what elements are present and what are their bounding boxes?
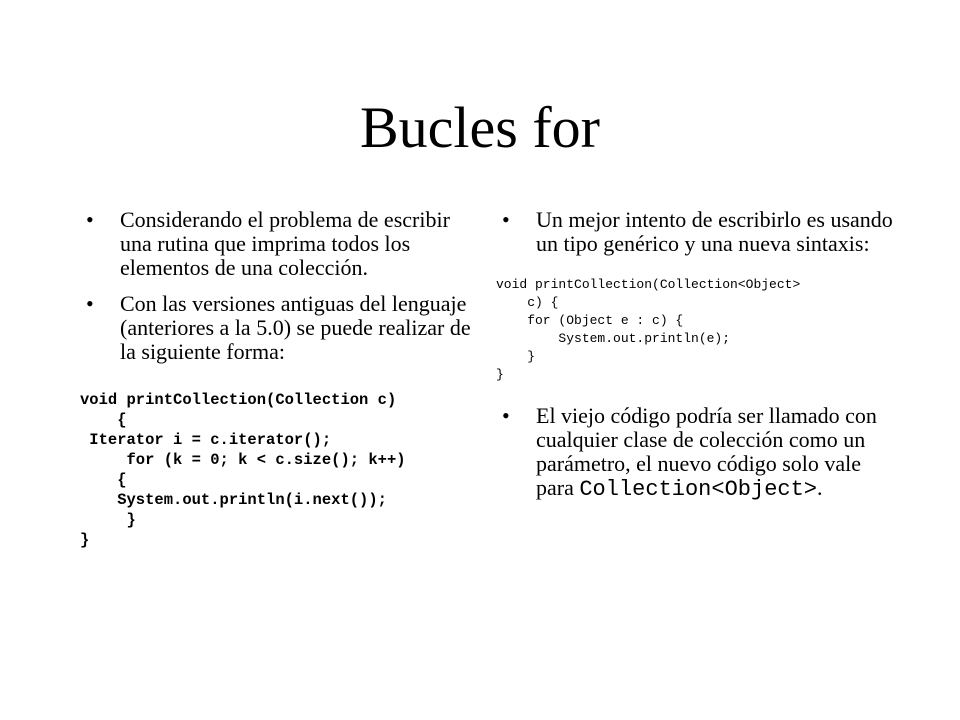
bullet-icon: • — [502, 207, 510, 232]
code-line: } — [80, 511, 136, 529]
code-line: Iterator i = c.iterator(); — [80, 431, 332, 449]
bullet-item — [496, 404, 896, 502]
bullet-icon: • — [86, 291, 94, 316]
bullet-item — [80, 292, 480, 364]
code-line: { — [80, 471, 127, 489]
code-line: void printCollection(Collection<Object> — [496, 277, 801, 292]
bullet-end: . — [817, 475, 823, 500]
bullet-item — [80, 208, 480, 280]
slide-title: Bucles for — [360, 95, 600, 160]
bullet-text: Un mejor intento de escribirlo es usando un tipo genérico y una nueva sintaxis: — [536, 207, 893, 256]
code-line: c) { — [496, 295, 559, 310]
code-line: } — [80, 531, 90, 549]
inline-code: Collection<Object> — [579, 477, 817, 502]
bullet-text: El viejo código podría ser llamado con cualquier clase de colección como un parámetro, el nuevo código solo vale para — [536, 403, 877, 500]
code-line: void printCollection(Collection c) — [80, 391, 397, 409]
code-block-new — [496, 276, 896, 384]
bullet-text: Con las versiones antiguas del lenguaje (anteriores a la 5.0) se puede realizar de la siguiente forma: — [120, 291, 471, 364]
left-column — [80, 208, 480, 550]
right-column — [496, 208, 896, 502]
bullet-icon: • — [86, 207, 94, 232]
bullet-item — [496, 208, 896, 256]
code-line: for (k = 0; k < c.size(); k++) — [80, 451, 406, 469]
code-line: for (Object e : c) { — [496, 313, 684, 328]
code-line: } — [496, 349, 536, 364]
code-line: } — [496, 367, 504, 382]
code-line: System.out.println(i.next()); — [80, 491, 387, 509]
bullet-text: Considerando el problema de escribir una rutina que imprima todos los elementos de una colección. — [120, 207, 450, 280]
code-line: System.out.println(e); — [496, 331, 731, 346]
code-block-old — [80, 390, 480, 550]
bullet-icon: • — [502, 403, 510, 428]
code-line: { — [80, 411, 127, 429]
